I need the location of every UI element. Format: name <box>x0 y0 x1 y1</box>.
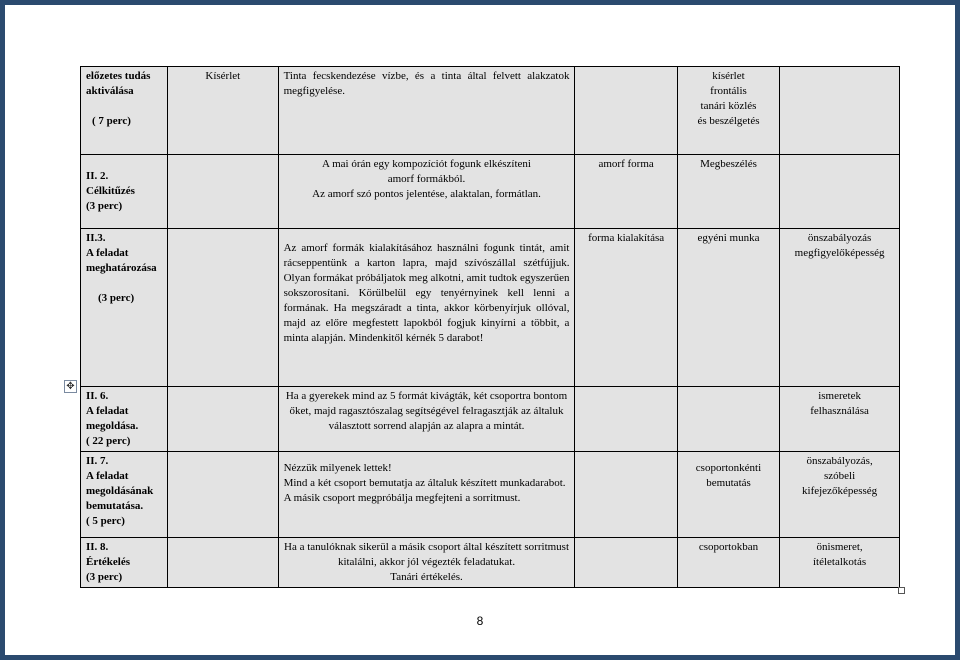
organization-line: egyéni munka <box>697 232 760 244</box>
method-cell <box>168 452 279 538</box>
stage-line: Célkitűzés <box>86 185 135 197</box>
stage-cell <box>81 387 168 452</box>
method-cell <box>168 67 279 155</box>
organization-line: tanári közlés <box>700 100 757 112</box>
activity-line: Mind a két csoport bemutatja az általuk készített munkadarabot. A másik csoport megpróbálja megfejteni a sorritmust. <box>283 477 566 504</box>
stage-line: II. 8. <box>86 541 109 553</box>
method-cell <box>168 155 279 229</box>
skills-line: szóbeli <box>824 470 856 482</box>
stage-line: ( 5 perc) <box>86 515 125 527</box>
stage-line: II. 6. <box>86 390 109 402</box>
skills-line: önszabályozás <box>807 232 872 244</box>
page-number: 8 <box>476 614 484 628</box>
activity-cell <box>278 538 575 588</box>
stage-line: megoldása. <box>86 420 139 432</box>
method-cell <box>168 538 279 588</box>
stage-line <box>86 99 162 114</box>
method-text: Kísérlet <box>205 70 241 82</box>
organization-cell <box>677 387 779 452</box>
stage-cell <box>81 229 168 387</box>
concept-cell <box>575 387 677 452</box>
organization-line: Megbeszélés <box>700 158 757 170</box>
stage-line: (3 perc) <box>86 571 123 583</box>
table-row <box>81 452 900 538</box>
concept-cell <box>575 67 677 155</box>
activity-cell <box>278 387 575 452</box>
concept-text: forma kialakítása <box>588 232 665 244</box>
concept-cell <box>575 452 677 538</box>
stage-line: aktiválása <box>86 85 134 97</box>
stage-cell <box>81 155 168 229</box>
stage-line: (3 perc) <box>86 200 123 212</box>
skills-line: kifejezőképesség <box>802 485 878 497</box>
stage-line: II. 2. <box>86 170 109 182</box>
skills-cell <box>780 452 900 538</box>
stage-line: II. 7. <box>86 455 109 467</box>
activity-cell <box>278 452 575 538</box>
organization-cell <box>677 538 779 588</box>
lesson-plan-body <box>81 67 900 588</box>
organization-cell <box>677 155 779 229</box>
organization-line: bemutatás <box>706 477 751 489</box>
activity-text: Ha a gyerekek mind az 5 formát kivágták, két csoportra bontom őket, majd ragasztószalag segítségével felragasztják az általuk választott sorrend alapján az alapra a mintát. <box>285 390 568 432</box>
concept-cell <box>575 229 677 387</box>
skills-cell <box>780 229 900 387</box>
table-row <box>81 155 900 229</box>
concept-text: amorf forma <box>598 158 654 170</box>
skills-cell <box>780 538 900 588</box>
skills-cell <box>780 155 900 229</box>
activity-text: Az amorf formák kialakításához használni fogunk tintát, amit rácseppentünk a karton lapra, majd szívószállal szétfújjuk. Olyan formákat próbáljatok meg alkotni, amit tudtok egyszerűen sokszorosítani. Körülbelül egy tenyérnyinek kell lenni a formának. Ha megszáradt a tinta, akkor körbenyírjuk ollóval, majd az előre megfestett lapokból fogjuk kinyírni a többit, a minta alapján. Mindenkitől kérnék 5 darabot! <box>283 242 570 344</box>
stage-cell <box>81 538 168 588</box>
stage-line: (3 perc) <box>98 292 135 304</box>
organization-line: és beszélgetés <box>697 115 760 127</box>
table-row <box>81 67 900 155</box>
table-row <box>81 229 900 387</box>
organization-line: csoportonkénti <box>695 462 762 474</box>
stage-line: ( 7 perc) <box>92 115 131 127</box>
skills-cell <box>780 67 900 155</box>
stage-line: A feladat <box>86 247 129 259</box>
stage-line: bemutatása. <box>86 500 144 512</box>
organization-cell <box>677 229 779 387</box>
activity-cell <box>278 67 575 155</box>
stage-line: meghatározása <box>86 262 157 274</box>
activity-line: Ha a tanulóknak sikerül a másik csoport által készített sorritmust kitalálni, akkor jól végezték feladatukat. <box>284 541 570 568</box>
organization-line: csoportokban <box>698 541 759 553</box>
table-row <box>81 387 900 452</box>
skills-line: ismeretek <box>818 390 861 402</box>
method-cell <box>168 387 279 452</box>
stage-line: A feladat <box>86 470 129 482</box>
stage-cell <box>81 452 168 538</box>
skills-line: önszabályozás, <box>806 455 873 467</box>
skills-line: ítéletalkotás <box>813 556 867 568</box>
organization-line: kísérlet <box>712 70 745 82</box>
stage-line: II.3. <box>86 232 106 244</box>
stage-line: ( 22 perc) <box>86 435 131 447</box>
method-cell <box>168 229 279 387</box>
activity-line: amorf formákból. <box>387 173 466 185</box>
activity-line: Tanári értékelés. <box>390 571 463 583</box>
concept-cell <box>575 538 677 588</box>
table-row <box>81 538 900 588</box>
table-move-handle-icon[interactable]: ✥ <box>64 380 77 393</box>
stage-line: előzetes tudás <box>86 70 151 82</box>
stage-line: A feladat <box>86 405 129 417</box>
skills-line: önismeret, <box>816 541 863 553</box>
skills-cell <box>780 387 900 452</box>
table-resize-handle-icon[interactable] <box>898 587 905 594</box>
organization-line: frontális <box>710 85 747 97</box>
activity-cell <box>278 229 575 387</box>
activity-line: Nézzük milyenek lettek! <box>283 462 392 474</box>
lesson-plan-table <box>80 66 900 588</box>
activity-text: Tinta fecskendezése vízbe, és a tinta által felvett alakzatok megfigyelése. <box>283 70 570 97</box>
stage-cell <box>81 67 168 155</box>
skills-line: megfigyelőképesség <box>794 247 885 259</box>
activity-line: Az amorf szó pontos jelentése, alaktalan, formátlan. <box>312 188 541 200</box>
organization-cell <box>677 67 779 155</box>
skills-line: felhasználása <box>810 405 869 417</box>
organization-cell <box>677 452 779 538</box>
activity-line: A mai órán egy kompozíciót fogunk elkészíteni <box>322 158 531 170</box>
stage-line <box>86 276 162 291</box>
concept-cell <box>575 155 677 229</box>
stage-line: megoldásának <box>86 485 154 497</box>
activity-cell <box>278 155 575 229</box>
stage-line: Értékelés <box>86 556 130 568</box>
